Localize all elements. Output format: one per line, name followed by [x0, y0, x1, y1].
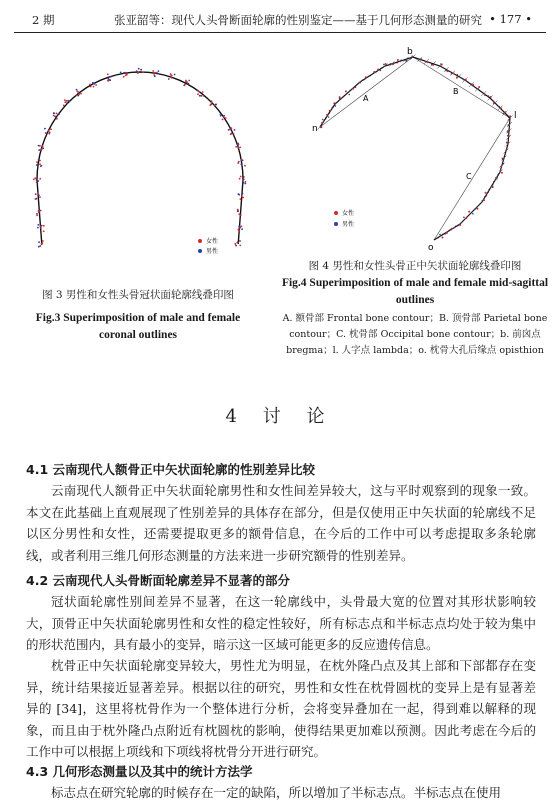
- point-b-label: b: [407, 47, 413, 57]
- coronal-landmark-point: [39, 178, 41, 180]
- coronal-landmark-point: [238, 230, 240, 232]
- coronal-landmark-point: [185, 81, 187, 83]
- female-landmark-point: [385, 63, 387, 65]
- coronal-landmark-point: [211, 102, 213, 104]
- coronal-landmark-point: [94, 83, 96, 85]
- coronal-landmark-point: [233, 133, 235, 135]
- coronal-landmark-point: [235, 245, 237, 247]
- coronal-landmark-point: [138, 68, 140, 70]
- female-landmark-point: [365, 76, 367, 78]
- coronal-landmark-point: [43, 225, 45, 227]
- coronal-landmark-point: [243, 178, 245, 180]
- coronal-landmark-point: [40, 227, 42, 229]
- coronal-landmark-point: [239, 240, 241, 242]
- female-landmark-point: [453, 73, 455, 75]
- male-landmark-point: [508, 117, 510, 119]
- male-landmark-point: [457, 74, 459, 76]
- coronal-landmark-point: [36, 161, 38, 163]
- female-landmark-point: [485, 192, 487, 194]
- heading-4-1: 4.1 云南现代人额骨正中矢状面轮廓的性别差异比较: [26, 462, 315, 477]
- female-landmark-point: [509, 115, 511, 117]
- male-landmark-point: [399, 61, 401, 63]
- coronal-landmark-point: [238, 213, 240, 215]
- male-landmark-point: [424, 61, 426, 63]
- female-landmark-point: [329, 110, 331, 112]
- fig3-caption: [14, 287, 262, 344]
- female-landmark-point: [476, 208, 478, 210]
- male-landmark-point: [507, 131, 509, 133]
- female-landmark-point: [426, 61, 428, 63]
- coronal-landmark-point: [239, 178, 241, 180]
- coronal-landmark-point: [76, 90, 78, 92]
- female-landmark-point: [352, 88, 354, 90]
- female-landmark-point: [504, 111, 506, 113]
- coronal-landmark-point: [220, 113, 222, 115]
- male-landmark-point: [390, 63, 392, 65]
- male-landmark-point: [321, 126, 323, 128]
- coronal-landmark-point: [56, 113, 58, 115]
- coronal-landmark-point: [158, 70, 160, 72]
- coronal-landmark-point: [238, 161, 240, 163]
- coronal-landmark-point: [228, 129, 230, 131]
- male-landmark-point: [439, 234, 441, 236]
- issue-label: 2 期: [32, 13, 55, 27]
- female-landmark-point: [468, 211, 470, 213]
- female-landmark-point: [333, 102, 335, 104]
- fig3-outline-marks: [33, 68, 246, 248]
- coronal-landmark-point: [53, 112, 55, 114]
- male-landmark-point: [498, 106, 500, 108]
- male-landmark-point: [440, 63, 442, 65]
- coronal-landmark-point: [209, 104, 211, 106]
- coronal-landmark-point: [222, 119, 224, 121]
- coronal-landmark-point: [200, 95, 202, 97]
- fig4-notes: A. 额骨部 Frontal bone contour；B. 顶骨部 Parietal bone contour；C. 枕骨部 Occipital bone contour；b. 前囟点 bregma；l. 人字点 lambda；o. 枕骨大孔后缘点 opisthion: [282, 313, 548, 356]
- female-landmark-point: [500, 165, 502, 167]
- coronal-landmark-point: [50, 128, 52, 130]
- para-4-1: 云南现代人额骨正中矢状面轮廓男性和女性间差异较大，这与平时观察到的现象一致。本文在此基础上直观展现了性别差异的具体存在部分，但是仅使用正中矢状面的轮廓线不足以区分男性和女性，还需要提取更多的额骨信息，在今后的工作中可以考虑提取多条轮廓线，或者利用三维几何形态测量的方法来进一步研究额骨的性别差异。: [26, 483, 536, 563]
- coronal-landmark-point: [188, 80, 190, 82]
- coronal-landmark-point: [66, 102, 68, 104]
- fig4-caption: [280, 258, 550, 359]
- male-landmark-point: [451, 73, 453, 75]
- male-landmark-point: [360, 81, 362, 83]
- point-l-label: l: [514, 111, 517, 121]
- coronal-landmark-point: [42, 145, 44, 147]
- coronal-landmark-point: [237, 211, 239, 213]
- coronal-landmark-point: [223, 115, 225, 117]
- coronal-landmark-point: [243, 176, 245, 178]
- coronal-landmark-point: [140, 69, 142, 71]
- male-landmark-point: [481, 200, 483, 202]
- coronal-landmark-point: [64, 99, 66, 101]
- coronal-landmark-point: [225, 117, 227, 119]
- male-landmark-point: [478, 88, 480, 90]
- coronal-landmark-point: [152, 70, 154, 72]
- coronal-landmark-point: [202, 95, 204, 97]
- male-landmark-point: [322, 119, 324, 121]
- coronal-landmark-point: [242, 197, 244, 199]
- coronal-landmark-point: [36, 182, 38, 184]
- coronal-mean-outline: [37, 72, 243, 244]
- coronal-landmark-point: [242, 159, 244, 161]
- male-landmark-point: [463, 217, 465, 219]
- para-4-2-b: 枕骨正中矢状面轮廓变异较大，男性尤为明显，在枕外隆凸点及其上部和下部都存在变异，统计结果接近显著差异。根据以往的研究，男性和女性在枕骨圆枕的变异上是有显著差异的 [34]，这里将枕骨作为一个整体进行分析，会将变异叠加在一起，得到难以解释的现象，而且由于枕外隆凸点附近有枕圆枕的影响，使得结果更加难以预测。因此考虑在今后的工作中可以根据上项线和下项线将枕骨分开进行研究。: [26, 658, 536, 759]
- female-landmark-point: [501, 172, 503, 174]
- coronal-landmark-point: [39, 196, 41, 198]
- legend-female-dot: [334, 211, 338, 215]
- coronal-landmark-point: [42, 243, 44, 245]
- coronal-landmark-point: [184, 84, 186, 86]
- coronal-landmark-point: [234, 129, 236, 131]
- coronal-landmark-point: [154, 72, 156, 74]
- coronal-landmark-point: [238, 193, 240, 195]
- coronal-landmark-point: [41, 148, 43, 150]
- coronal-landmark-point: [245, 181, 247, 183]
- coronal-landmark-point: [198, 91, 200, 93]
- chord-c-label: C: [466, 172, 472, 181]
- coronal-landmark-point: [90, 86, 92, 88]
- coronal-landmark-point: [142, 71, 144, 73]
- coronal-landmark-point: [48, 130, 50, 132]
- male-landmark-point: [484, 95, 486, 97]
- male-landmark-point: [508, 124, 510, 126]
- male-landmark-point: [364, 78, 366, 80]
- coronal-landmark-point: [158, 73, 160, 75]
- coronal-landmark-point: [37, 224, 39, 226]
- coronal-landmark-point: [93, 86, 95, 88]
- female-landmark-point: [465, 79, 467, 81]
- coronal-landmark-point: [56, 118, 58, 120]
- coronal-landmark-point: [63, 105, 65, 107]
- coronal-landmark-point: [53, 115, 55, 117]
- coronal-landmark-point: [174, 74, 176, 76]
- chord-a-label: A: [363, 94, 369, 103]
- coronal-landmark-point: [76, 94, 78, 96]
- male-landmark-point: [331, 107, 333, 109]
- male-landmark-point: [339, 98, 341, 100]
- female-landmark-point: [321, 122, 323, 124]
- female-landmark-point: [447, 70, 449, 72]
- chord-a-line: [320, 57, 413, 127]
- female-landmark-point: [442, 237, 444, 239]
- coronal-landmark-point: [136, 70, 138, 72]
- coronal-landmark-point: [41, 225, 43, 227]
- coronal-landmark-point: [37, 227, 39, 229]
- coronal-landmark-point: [171, 77, 173, 79]
- legend-male-dot: [334, 222, 338, 226]
- coronal-landmark-point: [168, 78, 170, 80]
- coronal-landmark-point: [45, 132, 47, 134]
- fig3-legend-female: 女性: [206, 238, 219, 245]
- coronal-landmark-point: [43, 230, 45, 232]
- male-landmark-point: [348, 94, 350, 96]
- male-landmark-point: [355, 86, 357, 88]
- coronal-landmark-point: [36, 198, 38, 200]
- male-landmark-point: [445, 70, 447, 72]
- coronal-landmark-point: [238, 147, 240, 149]
- coronal-landmark-point: [235, 243, 237, 245]
- page-number: • 177 •: [489, 12, 532, 26]
- coronal-landmark-point: [220, 115, 222, 117]
- male-landmark-point: [492, 186, 494, 188]
- female-landmark-point: [459, 224, 461, 226]
- coronal-landmark-point: [107, 73, 109, 75]
- female-landmark-point: [478, 86, 480, 88]
- male-landmark-point: [506, 148, 508, 150]
- coronal-landmark-point: [54, 116, 56, 118]
- coronal-landmark-point: [39, 163, 41, 165]
- chord-b-label: B: [453, 87, 459, 96]
- coronal-landmark-point: [154, 75, 156, 77]
- male-landmark-point: [445, 233, 447, 235]
- female-landmark-point: [493, 102, 495, 104]
- male-landmark-point: [463, 79, 465, 81]
- coronal-landmark-point: [76, 89, 78, 91]
- coronal-landmark-point: [244, 165, 246, 167]
- female-landmark-point: [490, 96, 492, 98]
- coronal-landmark-point: [126, 74, 128, 76]
- coronal-landmark-point: [235, 146, 237, 148]
- male-landmark-point: [486, 195, 488, 197]
- coronal-landmark-point: [40, 165, 42, 167]
- coronal-landmark-point: [38, 194, 40, 196]
- fig4-legend-male: 男性: [342, 221, 355, 228]
- coronal-landmark-point: [37, 192, 39, 194]
- section-title: 4 讨 论: [225, 406, 335, 427]
- male-landmark-point: [380, 70, 382, 72]
- coronal-landmark-point: [137, 72, 139, 74]
- coronal-landmark-point: [242, 193, 244, 195]
- coronal-landmark-point: [230, 133, 232, 135]
- male-landmark-point: [496, 178, 498, 180]
- coronal-landmark-point: [123, 72, 125, 74]
- coronal-landmark-point: [188, 83, 190, 85]
- female-landmark-point: [345, 90, 347, 92]
- male-landmark-point: [470, 83, 472, 85]
- coronal-landmark-point: [48, 133, 50, 135]
- coronal-landmark-point: [34, 177, 36, 179]
- coronal-landmark-point: [33, 179, 35, 181]
- female-landmark-point: [377, 69, 379, 71]
- coronal-landmark-point: [58, 113, 60, 115]
- coronal-landmark-point: [245, 183, 247, 185]
- male-landmark-point: [328, 116, 330, 118]
- fig3-legend-male: 男性: [206, 248, 219, 255]
- coronal-landmark-point: [37, 180, 39, 182]
- fig4-legend: [334, 209, 354, 228]
- coronal-landmark-point: [120, 72, 122, 74]
- female-landmark-point: [483, 199, 485, 201]
- female-landmark-point: [451, 228, 453, 230]
- coronal-landmark-point: [80, 93, 82, 95]
- coronal-landmark-point: [240, 198, 242, 200]
- coronal-landmark-point: [170, 74, 172, 76]
- coronal-landmark-point: [241, 195, 243, 197]
- running-header: [14, 6, 546, 33]
- male-landmark-point: [457, 225, 459, 227]
- fig4-caption-cn: 图 4 男性和女性头骨正中矢状面轮廓线叠印图: [308, 260, 522, 272]
- coronal-landmark-point: [89, 84, 91, 86]
- male-landmark-point: [502, 158, 504, 160]
- male-landmark-point: [488, 95, 490, 97]
- heading-4-2: 4.2 云南现代人头骨断面轮廓差异不显著的部分: [26, 573, 290, 588]
- running-title: 张亚韶等：现代人头骨断面轮廓的性别鉴定——基于几何形态测量的研究: [114, 13, 482, 27]
- coronal-landmark-point: [36, 213, 38, 215]
- para-4-3: 标志点在研究轮廓的时候存在一定的缺陷，所以增加了半标志点。半标志点在使用: [51, 785, 502, 800]
- coronal-landmark-point: [108, 79, 110, 81]
- coronal-landmark-point: [39, 245, 41, 247]
- point-n-label: n: [312, 124, 318, 134]
- coronal-landmark-point: [38, 241, 40, 243]
- point-o-label: o: [428, 243, 434, 253]
- male-landmark-point: [474, 208, 476, 210]
- fig3-legend: [198, 237, 218, 255]
- male-landmark-point: [373, 71, 375, 73]
- coronal-landmark-point: [197, 93, 199, 95]
- fig4-midsagittal-outline-plot: [300, 44, 550, 254]
- coronal-landmark-point: [123, 76, 125, 78]
- fig3-caption-cn: 图 3 男性和女性头骨冠状面轮廓线叠印图: [42, 289, 234, 301]
- coronal-landmark-point: [241, 228, 243, 230]
- coronal-landmark-point: [239, 245, 241, 247]
- male-landmark-point: [507, 135, 509, 137]
- coronal-landmark-point: [38, 145, 40, 147]
- male-landmark-point: [335, 105, 337, 107]
- female-landmark-point: [456, 77, 458, 79]
- coronal-landmark-point: [36, 179, 38, 181]
- coronal-landmark-point: [36, 164, 38, 166]
- male-landmark-point: [503, 163, 505, 165]
- coronal-landmark-point: [66, 100, 68, 102]
- fig3-caption-en: Fig.3 Superimposition of male and female coronal outlines: [35, 312, 241, 341]
- coronal-landmark-point: [238, 144, 240, 146]
- legend-male-dot: [198, 249, 202, 253]
- coronal-landmark-point: [239, 147, 241, 149]
- female-landmark-point: [465, 217, 467, 219]
- coronal-landmark-point: [240, 176, 242, 178]
- male-landmark-point: [431, 64, 433, 66]
- coronal-landmark-point: [202, 91, 204, 93]
- para-4-2-a: 冠状面轮廓性别间差异不显著，在这一轮廓线中，头骨最大宽的位置对其形状影响较大，顶骨正中矢状面轮廓男性和女性的稳定性较好，所有标志点和半标志点均处于较为集中的形状范围内，具有最小的变异，暗示这一区域可能更多的反应遗传信息。: [26, 594, 536, 652]
- female-landmark-point: [326, 114, 328, 116]
- chord-c-line: [434, 118, 510, 240]
- coronal-landmark-point: [35, 193, 37, 195]
- coronal-landmark-point: [215, 104, 217, 106]
- chord-b-line: [413, 57, 510, 118]
- male-landmark-point: [406, 60, 408, 62]
- fig3-coronal-outline-plot: [16, 52, 264, 274]
- coronal-landmark-point: [42, 240, 44, 242]
- male-landmark-point: [493, 101, 495, 103]
- male-landmark-point: [454, 227, 456, 229]
- fig4-caption-en: Fig.4 Superimposition of male and female mid-sagittal outlines: [281, 277, 549, 306]
- female-landmark-point: [472, 84, 474, 86]
- coronal-landmark-point: [243, 182, 245, 184]
- male-landmark-point: [383, 64, 385, 66]
- legend-female-dot: [198, 239, 202, 243]
- male-landmark-point: [472, 213, 474, 215]
- coronal-landmark-point: [77, 95, 79, 97]
- coronal-landmark-point: [95, 84, 97, 86]
- coronal-landmark-point: [42, 147, 44, 149]
- male-landmark-point: [503, 113, 505, 115]
- fig4-legend-female: 女性: [342, 210, 355, 217]
- coronal-landmark-point: [237, 242, 239, 244]
- heading-4-3: 4.3 几何形态测量以及其中的统计方法学: [26, 764, 253, 779]
- male-landmark-point: [420, 59, 422, 61]
- coronal-landmark-point: [231, 127, 233, 129]
- coronal-landmark-point: [110, 76, 112, 78]
- coronal-landmark-point: [38, 210, 40, 212]
- male-landmark-point: [506, 142, 508, 144]
- coronal-landmark-point: [38, 159, 40, 161]
- coronal-landmark-point: [240, 214, 242, 216]
- coronal-landmark-point: [240, 163, 242, 165]
- female-landmark-point: [392, 63, 394, 65]
- coronal-landmark-point: [38, 149, 40, 151]
- male-landmark-point: [500, 170, 502, 172]
- coronal-landmark-point: [44, 128, 46, 130]
- female-landmark-point: [397, 59, 399, 61]
- coronal-landmark-point: [239, 227, 241, 229]
- coronal-landmark-point: [156, 72, 158, 74]
- female-landmark-point: [500, 107, 502, 109]
